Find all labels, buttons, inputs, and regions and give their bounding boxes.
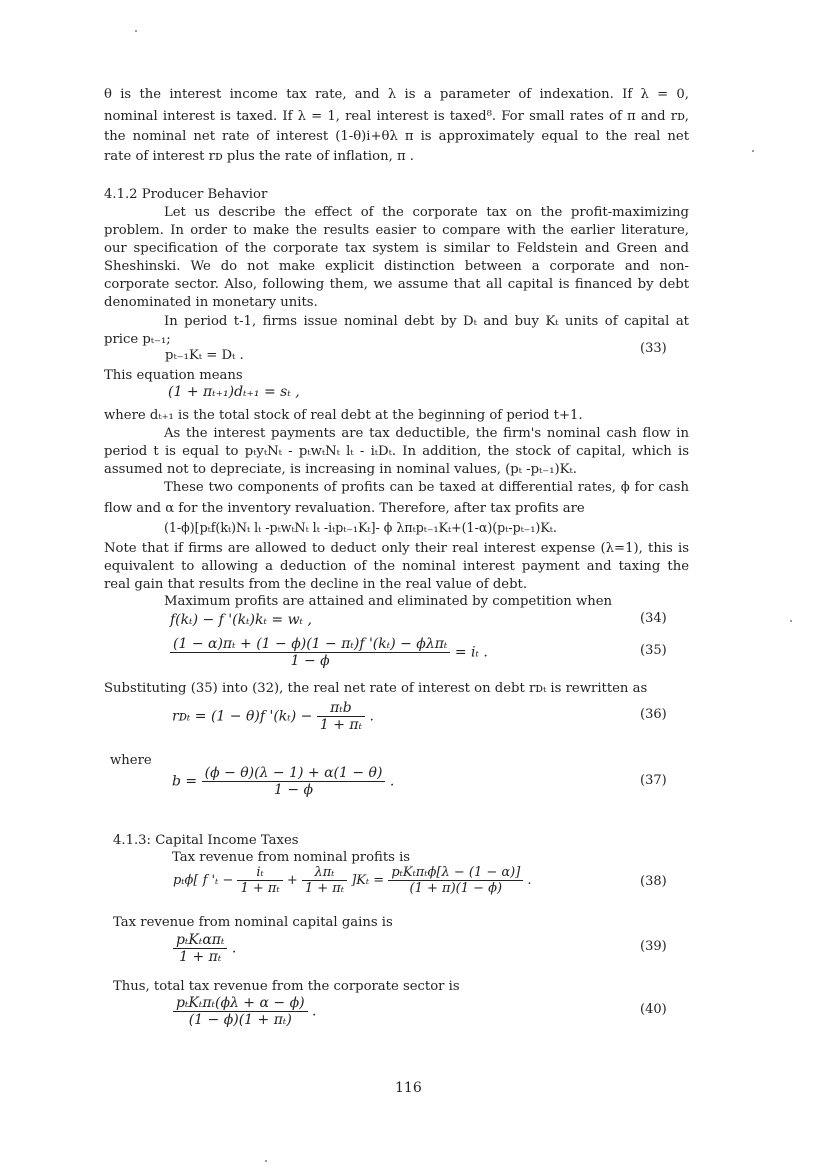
- text-line: period t is equal to pₜyₜNₜ - pₜwₜNₜ lₜ - iₜDₜ. In addition, the stock of capital, which is: [104, 444, 689, 459]
- text-line: Tax revenue from nominal profits is: [172, 850, 411, 865]
- equation-36: rᴅₜ = (1 − θ)f '(kₜ) − $\frac{\text{πₜb}}{\text{1 + πₜ}}$ .: [172, 700, 374, 733]
- scan-speck: [265, 1160, 267, 1162]
- text-line: flow and α for the inventory revaluation. Therefore, after tax profits are: [104, 501, 585, 516]
- text-line: As the interest payments are tax deductible, the firm's nominal cash flow in: [164, 426, 689, 441]
- equation-35: $\frac{\text{(1 − α)πₜ + (1 − ϕ)(1 − πₜ)f '(kₜ) − ϕλπₜ}}{1 - \phi}$ = iₜ .: [170, 636, 488, 669]
- text-line: These two components of profits can be taxed at differential rates, ϕ for cash: [164, 480, 689, 495]
- fraction: $\frac{\text{(1 − α)πₜ + (1 − ϕ)(1 − πₜ)f '(kₜ) − ϕλπₜ}}{1 - \phi}$: [170, 636, 450, 669]
- equation-37: b = $\frac{(\phi - \theta)(\lambda - 1) + \alpha(1 - \theta)}{1 - \phi}$ .: [172, 765, 395, 798]
- fraction: $\frac{\text{πₜb}}{\text{1 + πₜ}}$: [317, 700, 365, 733]
- equation-number: (38): [640, 874, 667, 889]
- text-line: denominated in monetary units.: [104, 295, 318, 310]
- equation-number: (36): [640, 707, 667, 722]
- equation-means: (1 + πₜ₊₁)dₜ₊₁ = sₜ ,: [168, 384, 300, 400]
- text-line: rate of interest rᴅ plus the rate of inflation, π .: [104, 149, 415, 164]
- equation-number: (39): [640, 939, 667, 954]
- scan-speck: [790, 620, 792, 622]
- text-line: Tax revenue from nominal capital gains is: [113, 915, 393, 930]
- equation-number: (35): [640, 643, 667, 658]
- text-line: real gain that results from the decline in the real value of debt.: [104, 577, 528, 592]
- equation-number: (40): [640, 1002, 667, 1017]
- text-line: price pₜ₋₁;: [104, 332, 171, 347]
- fraction: $\frac{(\phi - \theta)(\lambda - 1) + \alpha(1 - \theta)}{1 - \phi}$: [202, 765, 386, 798]
- page-number: 116: [395, 1080, 422, 1096]
- equation-38: pₜϕ[ f 'ₜ − $\frac{\text{iₜ}}{\text{1 + πₜ}}$ + $\frac{\text{λπₜ}}{\text{1 + πₜ}}$ ]Kₜ = $\frac{\text{pₜKₜπₜϕ[λ − (1 − α)]}}{(1 + \pi)(1 - \phi)}$ .: [173, 865, 532, 896]
- text-line: θ is the interest income tax rate, and λ is a parameter of indexation. If λ = 0,: [104, 87, 689, 102]
- text-line: In period t-1, firms issue nominal debt by Dₜ and buy Kₜ units of capital at: [164, 314, 689, 329]
- equation-39: $\frac{\text{pₜKₜαπₜ}}{\text{1 + πₜ}}$ .: [173, 932, 236, 965]
- text-line: assumed not to depreciate, is increasing in nominal values, (pₜ -pₜ₋₁)Kₜ.: [104, 462, 577, 477]
- scan-speck: [752, 150, 754, 152]
- section-heading: 4.1.2 Producer Behavior: [104, 187, 268, 202]
- section-heading: 4.1.3: Capital Income Taxes: [113, 833, 299, 848]
- equation-number: (33): [640, 341, 667, 356]
- text-line: This equation means: [104, 368, 243, 383]
- equation-33: pₜ₋₁Kₜ = Dₜ .: [165, 348, 244, 363]
- text-line: the nominal net rate of interest (1-θ)i+θλ π is approximately equal to the real net: [104, 129, 689, 144]
- fraction: $\frac{\text{pₜKₜπₜϕ[λ − (1 − α)]}}{(1 + \pi)(1 - \phi)}$: [388, 865, 523, 896]
- fraction: $\frac{\text{pₜKₜαπₜ}}{\text{1 + πₜ}}$: [173, 932, 227, 965]
- text-line: Maximum profits are attained and eliminated by competition when: [164, 594, 613, 609]
- text-line: nominal interest is taxed. If λ = 1, real interest is taxed⁸. For small rates of π and rᴅ,: [104, 109, 689, 124]
- text-line: Thus, total tax revenue from the corporate sector is: [113, 979, 460, 994]
- equation-number: (37): [640, 773, 667, 788]
- fraction: $\frac{\text{λπₜ}}{\text{1 + πₜ}}$: [302, 865, 347, 896]
- equation-40: $\frac{\text{pₜKₜπₜ(ϕλ + α − ϕ)}}{\text{(1 − ϕ)(1 + πₜ)}}$ .: [173, 995, 316, 1028]
- scan-speck: [135, 30, 137, 32]
- equation-34: f(kₜ) − f '(kₜ)kₜ = wₜ ,: [170, 612, 312, 628]
- text-line: our specification of the corporate tax system is similar to Feldstein and Green and: [104, 241, 689, 256]
- text-line: Note that if firms are allowed to deduct only their real interest expense (λ=1), this is: [104, 541, 689, 556]
- fraction: $\frac{\text{pₜKₜπₜ(ϕλ + α − ϕ)}}{\text{(1 − ϕ)(1 + πₜ)}}$: [173, 995, 308, 1028]
- after-tax-profit-formula: (1-ϕ)[pₜf(kₜ)Nₜ lₜ -pₜwₜNₜ lₜ -iₜpₜ₋₁Kₜ]- ϕ λπₜpₜ₋₁Kₜ+(1-α)(pₜ-pₜ₋₁)Kₜ.: [164, 520, 557, 535]
- text-line: problem. In order to make the results easier to compare with the earlier literature,: [104, 223, 689, 238]
- text-line: where: [110, 753, 152, 768]
- text-line: Let us describe the effect of the corporate tax on the profit-maximizing: [164, 205, 689, 220]
- text-line: where dₜ₊₁ is the total stock of real debt at the beginning of period t+1.: [104, 408, 583, 423]
- text-line: corporate sector. Also, following them, we assume that all capital is financed by debt: [104, 277, 689, 292]
- equation-number: (34): [640, 611, 667, 626]
- text-line: Substituting (35) into (32), the real net rate of interest on debt rᴅₜ is rewritten as: [104, 681, 648, 696]
- text-line: equivalent to allowing a deduction of the nominal interest payment and taxing the: [104, 559, 689, 574]
- fraction: $\frac{\text{iₜ}}{\text{1 + πₜ}}$: [237, 865, 282, 896]
- text-line: Sheshinski. We do not make explicit distinction between a corporate and non-: [104, 259, 689, 274]
